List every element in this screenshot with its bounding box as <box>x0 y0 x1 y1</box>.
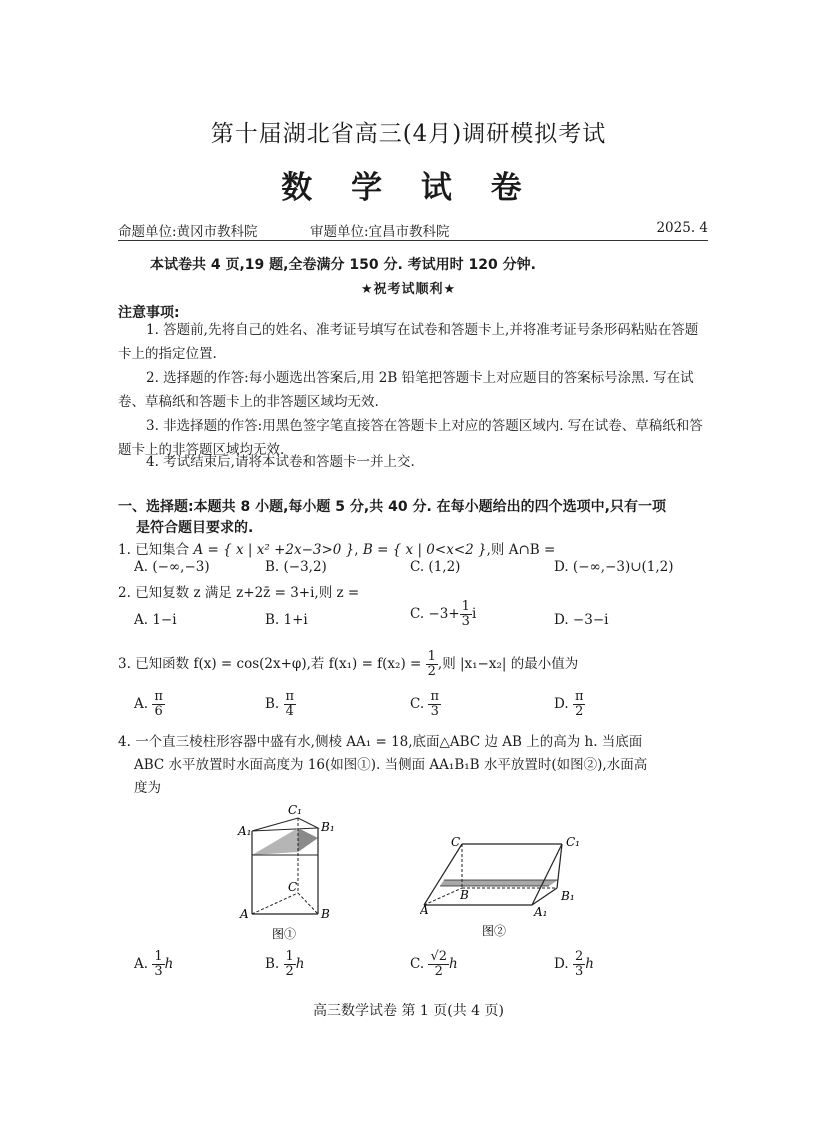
fig1-label-b1: B₁ <box>321 820 335 834</box>
exam-intro: 本试卷共 4 页,19 题,全卷满分 150 分. 考试用时 120 分钟. <box>150 257 536 273</box>
q4-b-n: 1 <box>285 949 294 964</box>
fig1-edge-cb <box>298 893 318 914</box>
question-1: 1. 已知集合 A = { x | x² +2x−3>0 }, B = { x | 0<x<2 },则 A∩B = <box>118 542 556 558</box>
q3-stem-a: 已知函数 f(x) = cos(2x+φ),若 f(x₁) = f(x₂) = <box>135 656 422 672</box>
q4-a-suffix: h <box>164 956 174 972</box>
fig1-label-a: A <box>240 907 249 921</box>
q2-option-a: A. 1−i <box>134 612 177 628</box>
q4-option-b <box>265 950 305 979</box>
figure-1 <box>230 788 350 948</box>
q3-c-label: C. <box>410 696 425 712</box>
q4-b-label: B. <box>265 956 280 972</box>
q3-b-label: B. <box>265 696 280 712</box>
fig1-water-right <box>298 828 318 852</box>
q3-half-n: 1 <box>427 649 436 664</box>
fig2-caption: 图② <box>482 924 507 938</box>
fig2-label-a: A <box>420 903 429 917</box>
q2-option-c-frac <box>460 600 472 629</box>
q3-b-frac <box>284 690 297 719</box>
q4-a-frac <box>152 950 164 979</box>
header-divider <box>118 240 708 241</box>
exam-title: 第十届湖北省高三(4月)调研模拟考试 <box>210 121 607 147</box>
q1-option-a: A. (−∞,−3) <box>134 559 210 575</box>
q4-d-n: 2 <box>574 949 584 964</box>
q1-set-a: A = { x | x² +2x−3>0 } <box>193 542 355 558</box>
q3-d-frac <box>573 690 586 719</box>
q4-d-label: D. <box>554 956 569 972</box>
question-2 <box>118 581 718 601</box>
reviewer-unit: 审题单位:宜昌市教科院 <box>310 224 450 240</box>
section-title-cont: 是符合题目要求的. <box>136 520 254 536</box>
fig1-label-a1: A₁ <box>238 824 252 838</box>
fig1-top-face <box>252 818 318 831</box>
fig1-water-left <box>252 828 298 855</box>
q2-number: 2. <box>118 585 131 601</box>
q1-number: 1. <box>118 542 131 558</box>
fig2-label-b1: B₁ <box>561 889 575 903</box>
paper-subtitle: 数 学 试 卷 <box>281 170 536 206</box>
q4-a-label: A. <box>134 956 149 972</box>
page-footer: 高三数学试卷 第 1 页(共 4 页) <box>313 1003 504 1019</box>
q1-option-d: D. (−∞,−3)∪(1,2) <box>554 559 674 575</box>
notice-item-1: 1. 答题前,先将自己的姓名、准考证号填写在试卷和答题卡上,并将准考证号条形码粘贴在答题卡上的指定位置. <box>118 322 699 362</box>
q3-d-n: π <box>574 689 584 704</box>
exam-date: 2025. 4 <box>656 220 708 236</box>
q3-stem-b: ,则 |x₁−x₂| 的最小值为 <box>437 656 579 672</box>
fig2-water-band <box>440 880 558 886</box>
fig2-label-c1: C₁ <box>566 835 580 849</box>
q4-c-n: √2 <box>430 949 447 964</box>
q4-d-suffix: h <box>585 956 594 972</box>
q4-c-frac <box>428 950 449 979</box>
good-luck-banner: ★祝考试顺利★ <box>360 282 457 297</box>
q3-half-d: 2 <box>427 664 436 679</box>
section-heading <box>118 497 708 539</box>
q3-option-d <box>554 690 585 719</box>
q4-line-1 <box>118 731 718 754</box>
q3-c-d: 3 <box>430 704 439 719</box>
q4-a-n: 1 <box>154 949 163 964</box>
notice-item-3: 3. 非选择题的作答:用黑色签字笔直接答在答题卡上对应的答题区域内. 写在试卷、草稿纸和答题卡上的非答题区域均无效. <box>118 418 703 458</box>
q2-option-c-suffix: i <box>471 606 477 622</box>
q3-a-n: π <box>154 689 163 704</box>
notice-item-4: 4. 考试结束后,请将本试卷和答题卡一并上交. <box>146 454 415 470</box>
q1-option-c: C. (1,2) <box>410 559 461 575</box>
q3-a-frac <box>152 690 165 719</box>
q4-c-d: 2 <box>434 964 443 979</box>
q3-a-label: A. <box>134 696 149 712</box>
notice-item-2: 2. 选择题的作答:每小题选出答案后,用 2B 铅笔把答题卡上对应题目的答案标号涂黑. 写在试卷、草稿纸和答题卡上的非答题区域均无效. <box>118 370 694 410</box>
q3-b-n: π <box>285 689 295 704</box>
q3-c-frac <box>428 690 441 719</box>
q2-option-d: D. −3−i <box>554 612 609 628</box>
q4-number: 4. <box>118 734 131 750</box>
fig1-edge-ac <box>252 893 298 914</box>
q3-option-a <box>134 690 165 719</box>
q4-option-c <box>410 950 458 979</box>
fig1-label-c: C <box>288 880 298 894</box>
q2-c-numerator: 1 <box>461 599 470 614</box>
figure-2 <box>420 830 595 945</box>
q2-option-b: B. 1+i <box>265 612 308 628</box>
fig1-label-c1: C₁ <box>288 803 302 817</box>
question-4 <box>118 731 718 800</box>
section-title: 一、选择题:本题共 8 小题,每小题 5 分,共 40 分. 在每小题给出的四个选项中,只有一项 <box>118 499 666 515</box>
q4-line-3: 度为 <box>134 780 161 796</box>
q1-set-b: B = { x | 0<x<2 } <box>362 542 487 558</box>
q3-a-d: 6 <box>154 704 163 719</box>
q2-option-c-prefix: C. −3+ <box>410 606 460 622</box>
q4-a-d: 3 <box>154 964 163 979</box>
q4-b-frac <box>284 950 296 979</box>
q4-option-a <box>134 950 173 979</box>
fig1-caption: 图① <box>272 927 297 941</box>
q1-stem: 已知集合 <box>135 542 190 558</box>
q3-option-b <box>265 690 296 719</box>
fig2-label-c: C <box>451 835 461 849</box>
q1-option-b: B. (−3,2) <box>265 559 327 575</box>
q3-d-d: 2 <box>575 704 584 719</box>
q4-text-1: 一个直三棱柱形容器中盛有水,侧棱 AA₁ = 18,底面△ABC 边 AB 上的高为 h. 当底面 <box>135 734 643 750</box>
q3-option-c <box>410 690 441 719</box>
q4-d-frac <box>573 950 585 979</box>
fig1-label-b: B <box>321 907 330 921</box>
question-3 <box>118 650 718 679</box>
notice-heading: 注意事项: <box>118 305 180 321</box>
q4-line-2: ABC 水平放置时水面高度为 16(如图①). 当侧面 AA₁B₁B 水平放置时(如图②),水面高 <box>134 757 648 773</box>
fig2-label-b: B <box>460 888 469 902</box>
q3-number: 3. <box>118 656 131 672</box>
q3-c-n: π <box>430 689 439 704</box>
q3-b-d: 4 <box>285 704 294 719</box>
meta-line <box>118 220 708 240</box>
q4-d-d: 3 <box>574 964 584 979</box>
q1-ask: ,则 A∩B = <box>486 542 556 558</box>
setter-unit: 命题单位:黄冈市教科院 <box>118 224 258 240</box>
q4-b-suffix: h <box>295 956 305 972</box>
q4-c-suffix: h <box>449 956 458 972</box>
q2-stem: 已知复数 z 满足 z+2z̄ = 3+i,则 z = <box>135 585 360 601</box>
q4-c-label: C. <box>410 956 425 972</box>
q3-d-label: D. <box>554 696 569 712</box>
q4-b-d: 2 <box>285 964 294 979</box>
q2-c-denominator: 3 <box>461 614 470 629</box>
fig2-label-a1: A₁ <box>534 905 548 919</box>
q2-option-c <box>410 600 476 629</box>
q3-half <box>426 650 438 679</box>
q4-option-d <box>554 950 594 979</box>
